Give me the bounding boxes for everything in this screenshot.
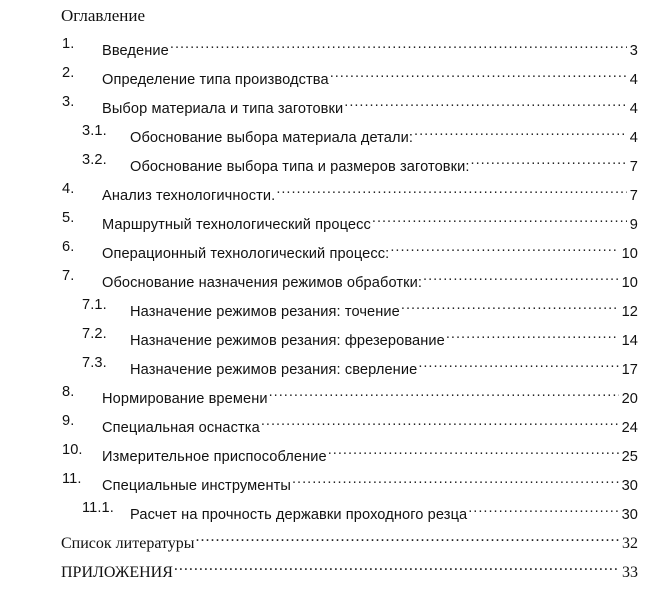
dot-leader [471,149,627,171]
toc-entry-3-1[interactable] [0,120,666,146]
toc-entry-page: 20 [621,391,638,407]
toc-entry-3-2[interactable] [0,149,666,175]
toc-entry-appendices[interactable] [0,555,666,581]
dot-leader [170,33,627,55]
toc-entry-page: 32 [622,535,638,552]
toc-entry-title: Назначение режимов резания: точение [130,304,400,320]
toc-entry-number: 8. [62,384,75,400]
toc-entry-7[interactable] [0,265,666,291]
toc-entry-6[interactable] [0,236,666,262]
toc-entry-10[interactable] [0,439,666,465]
toc-entry-page: 10 [621,275,638,291]
toc-entry-number: 4. [62,181,75,197]
toc-entry-11-1[interactable] [0,497,666,523]
toc-entry-page: 10 [621,246,638,262]
toc-entry-number: 3.1. [82,123,107,139]
toc-entry-page: 33 [622,564,638,581]
toc-entry-page: 4 [629,130,638,146]
toc-entry-page: 4 [629,72,638,88]
toc-entry-page: 30 [621,478,638,494]
toc-entry-page: 25 [621,449,638,465]
toc-entry-title: Выбор материала и типа заготовки [102,101,344,117]
toc-entry-number: 11.1. [82,500,114,516]
toc-entry-number: 7.3. [82,355,107,371]
toc-entry-title: Назначение режимов резания: сверление [130,362,418,378]
toc-entry-title: Обоснование выбора материала детали: [130,130,414,146]
dot-leader [390,236,618,258]
toc-entry-number: 9. [62,413,75,429]
toc-entry-2[interactable] [0,62,666,88]
toc-entry-number: 6. [62,239,75,255]
toc-entry-number: 10. [62,442,83,458]
dot-leader [468,497,618,519]
dot-leader [372,207,627,229]
toc-entry-number: 2. [62,65,75,81]
toc-entry-title: Анализ технологичности. [102,188,276,204]
toc-entry-page: 17 [621,362,638,378]
toc-entry-title: Обоснование выбора типа и размеров заготовки: [130,159,470,175]
dot-leader [401,294,619,316]
dot-leader [414,120,627,142]
toc-entry-page: 7 [629,188,638,204]
toc-entry-page: 3 [629,43,638,59]
dot-leader [328,439,619,461]
toc-entry-number: 5. [62,210,75,226]
dot-leader [423,265,619,287]
dot-leader [269,381,619,403]
dot-leader [418,352,618,374]
toc-entry-8[interactable] [0,381,666,407]
toc-entry-page: 24 [621,420,638,436]
toc-entry-1[interactable] [0,33,666,59]
toc-entry-page: 12 [621,304,638,320]
toc-entry-title: Назначение режимов резания: фрезерование [130,333,445,349]
toc-heading: Оглавление [61,6,145,25]
toc-entry-7-1[interactable] [0,294,666,320]
dot-leader [196,526,619,548]
dot-leader [446,323,619,345]
dot-leader [174,555,619,577]
toc-entry-9[interactable] [0,410,666,436]
dot-leader [292,468,619,490]
toc-entry-title: Список литературы [61,535,195,552]
toc-entry-number: 7.2. [82,326,107,342]
toc-entry-title: Нормирование времени [102,391,268,407]
dot-leader [261,410,619,432]
toc-entry-7-2[interactable] [0,323,666,349]
toc-entry-page: 4 [629,101,638,117]
toc-entry-page: 30 [621,507,638,523]
dot-leader [330,62,627,84]
toc-entry-number: 7.1. [82,297,107,313]
toc-entry-number: 11. [62,471,82,487]
toc-entry-title: Определение типа производства [102,72,329,88]
toc-entry-7-3[interactable] [0,352,666,378]
toc-entry-title: Введение [102,43,169,59]
toc-entry-number: 7. [62,268,75,284]
toc-entry-page: 9 [629,217,638,233]
toc-entry-number: 3.2. [82,152,107,168]
toc-entry-number: 1. [62,36,75,52]
toc-entry-page: 14 [621,333,638,349]
toc-entry-title: Обоснование назначения режимов обработки: [102,275,423,291]
dot-leader [344,91,627,113]
toc-entry-title: Маршрутный технологический процесс [102,217,371,233]
toc-entry-page: 7 [629,159,638,175]
toc-entry-bibliography[interactable] [0,526,666,552]
toc-entry-3[interactable] [0,91,666,117]
toc-entry-title: ПРИЛОЖЕНИЯ [61,564,173,581]
toc-entry-11[interactable] [0,468,666,494]
toc-entry-title: Расчет на прочность державки проходного резца [130,507,468,523]
toc-entry-title: Специальная оснастка [102,420,260,436]
toc-entry-title: Измерительное приспособление [102,449,327,465]
toc-entry-5[interactable] [0,207,666,233]
toc-entry-title: Специальные инструменты [102,478,291,494]
toc-entry-4[interactable] [0,178,666,204]
dot-leader [276,178,626,200]
toc-entry-title: Операционный технологический процесс: [102,246,390,262]
toc-entry-number: 3. [62,94,75,110]
